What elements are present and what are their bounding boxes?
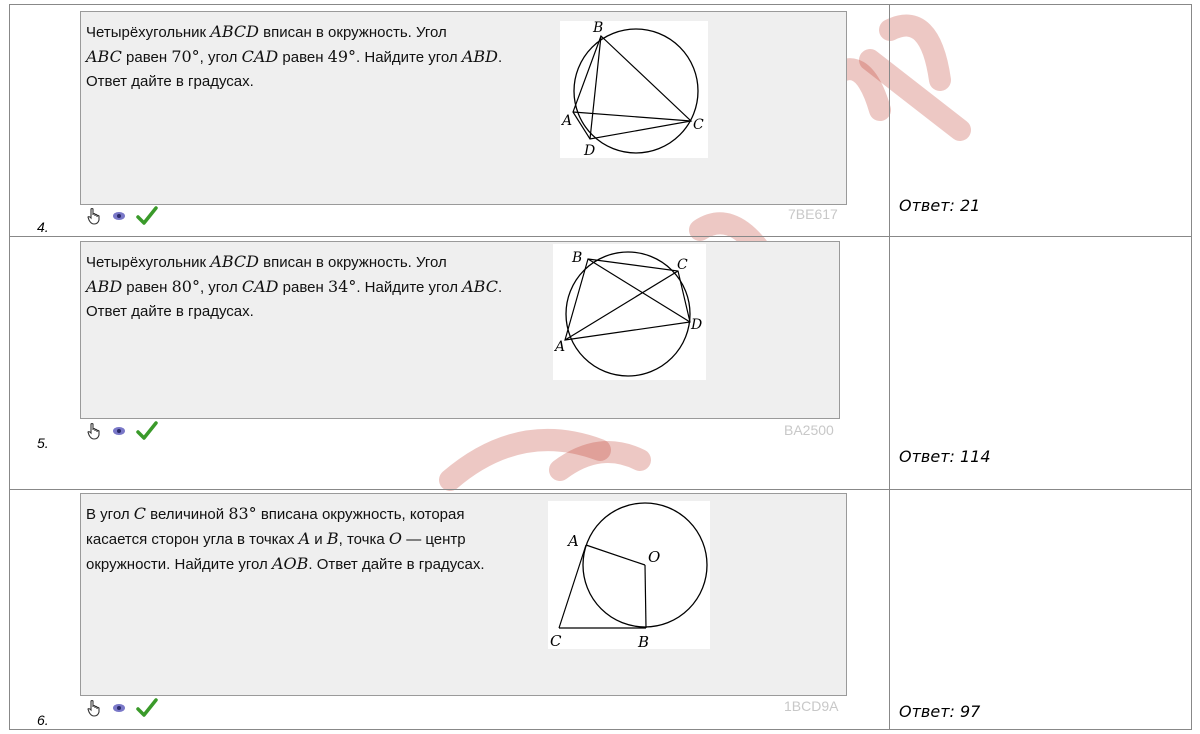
point-label-a: A [562, 113, 573, 129]
point-label-d: D [691, 317, 703, 333]
checkmark-icon[interactable] [136, 206, 158, 226]
task-figure [548, 501, 710, 649]
hand-pointer-icon[interactable] [86, 422, 102, 440]
task-toolbar [86, 421, 158, 441]
answer-text: Ответ: 21 [899, 196, 981, 215]
task-statement: В угол C величиной 83° вписана окружность, которая касается сторон угла в точках A и B, точка O — центр окружности. Найдите угол AOB. Ответ дайте в градусах. [86, 504, 485, 573]
task-statement: Четырёхугольник ABCD вписан в окружность. Угол ABD равен 80°, угол CAD равен 34°. Найдите угол ABC. Ответ дайте в градусах. [86, 252, 503, 320]
task-figure [553, 244, 706, 380]
task-statement: Четырёхугольник ABCD вписан в окружность. Угол ABC равен 70°, угол CAD равен 49°. Найдите угол ABD. Ответ дайте в градусах. [86, 22, 503, 90]
column-divider [889, 4, 890, 730]
task-panel [80, 11, 847, 205]
point-label-a: A [555, 339, 566, 355]
checkmark-icon[interactable] [136, 421, 158, 441]
task-panel [80, 493, 847, 696]
task-code: BA2500 [784, 422, 834, 438]
hand-pointer-icon[interactable] [86, 699, 102, 717]
checkmark-icon[interactable] [136, 698, 158, 718]
point-label-b: B [593, 21, 604, 36]
point-label-d: D [584, 143, 596, 158]
task-number: 5. [37, 435, 49, 451]
task-number: 4. [37, 219, 49, 235]
point-label-b: B [638, 633, 650, 649]
task-figure [560, 21, 708, 158]
eye-icon[interactable] [112, 424, 126, 438]
point-label-a: A [568, 532, 579, 550]
point-label-c: C [550, 632, 562, 649]
task-toolbar [86, 206, 158, 226]
point-label-b: B [572, 250, 583, 266]
task-number: 6. [37, 712, 49, 728]
eye-icon[interactable] [112, 209, 126, 223]
row-divider [9, 489, 1192, 490]
task-panel [80, 241, 840, 419]
point-label-c: C [693, 117, 704, 133]
point-label-c: C [677, 257, 688, 273]
answer-text: Ответ: 114 [899, 447, 991, 466]
task-toolbar [86, 698, 158, 718]
answer-text: Ответ: 97 [899, 702, 981, 721]
eye-icon[interactable] [112, 701, 126, 715]
point-label-o: O [648, 548, 661, 566]
task-code: 1BCD9A [784, 698, 839, 714]
row-divider [9, 236, 1192, 237]
hand-pointer-icon[interactable] [86, 207, 102, 225]
task-code: 7BE617 [788, 206, 838, 222]
